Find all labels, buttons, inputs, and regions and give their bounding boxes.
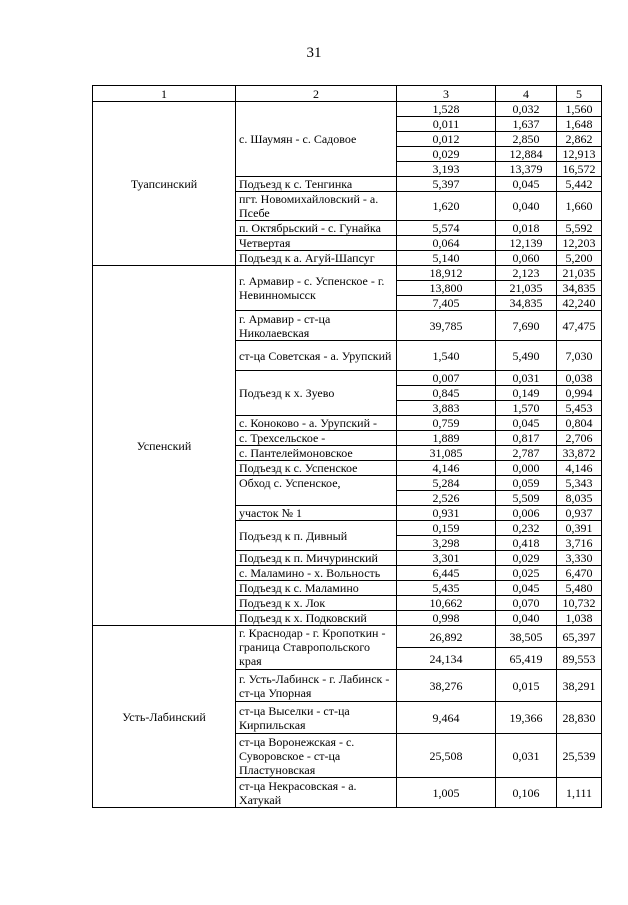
value-cell-col5: 6,470 xyxy=(557,566,602,581)
value-cell-col4: 5,509 xyxy=(496,491,557,506)
road-name-cell: Подъезд к а. Агуй-Шапсуг xyxy=(236,251,397,266)
value-cell-col4: 34,835 xyxy=(496,296,557,311)
value-cell-col3: 13,800 xyxy=(397,281,496,296)
value-cell-col4: 0,418 xyxy=(496,536,557,551)
roads-table xyxy=(92,85,602,808)
road-name-cell: ст-ца Воронежская - с. Суворовское - ст-ца Пластуновская xyxy=(236,734,397,778)
value-cell-col4: 0,045 xyxy=(496,416,557,431)
value-cell-col3: 0,931 xyxy=(397,506,496,521)
header-cell: 2 xyxy=(236,86,397,102)
value-cell-col5: 38,291 xyxy=(557,670,602,702)
value-cell-col3: 2,526 xyxy=(397,491,496,506)
road-name-cell: Подъезд к п. Мичуринский xyxy=(236,551,397,566)
value-cell-col5: 5,343 xyxy=(557,476,602,491)
value-cell-col5: 0,391 xyxy=(557,521,602,536)
value-cell-col3: 3,298 xyxy=(397,536,496,551)
value-cell-col3: 39,785 xyxy=(397,311,496,341)
header-cell: 3 xyxy=(397,86,496,102)
value-cell-col4: 0,045 xyxy=(496,581,557,596)
road-name-cell: пгт. Новомихайловский - а. Псебе xyxy=(236,192,397,221)
value-cell-col3: 0,064 xyxy=(397,236,496,251)
road-name-cell: ст-ца Выселки - ст-ца Кирпильская xyxy=(236,702,397,734)
table-row xyxy=(93,626,602,648)
value-cell-col3: 7,405 xyxy=(397,296,496,311)
value-cell-col5: 4,146 xyxy=(557,461,602,476)
value-cell-col5: 21,035 xyxy=(557,266,602,281)
value-cell-col4: 2,787 xyxy=(496,446,557,461)
value-cell-col4: 0,018 xyxy=(496,221,557,236)
road-name-cell: г. Усть-Лабинск - г. Лабинск - ст-ца Упорная xyxy=(236,670,397,702)
value-cell-col4: 21,035 xyxy=(496,281,557,296)
value-cell-col4: 7,690 xyxy=(496,311,557,341)
page-number: 31 xyxy=(306,45,322,61)
road-name-cell: Подъезд к х. Лок xyxy=(236,596,397,611)
value-cell-col5: 0,038 xyxy=(557,371,602,386)
value-cell-col5: 16,572 xyxy=(557,162,602,177)
value-cell-col3: 1,540 xyxy=(397,341,496,371)
value-cell-col5: 47,475 xyxy=(557,311,602,341)
road-name-cell: с. Шаумян - с. Садовое xyxy=(236,102,397,177)
value-cell-col3: 25,508 xyxy=(397,734,496,778)
value-cell-col5: 25,539 xyxy=(557,734,602,778)
value-cell-col3: 18,912 xyxy=(397,266,496,281)
road-name-cell: Подъезд к п. Дивный xyxy=(236,521,397,551)
value-cell-col3: 38,276 xyxy=(397,670,496,702)
value-cell-col3: 5,140 xyxy=(397,251,496,266)
road-name-cell: Подъезд к с. Тенгинка xyxy=(236,177,397,192)
value-cell-col5: 5,453 xyxy=(557,401,602,416)
value-cell-col4: 0,817 xyxy=(496,431,557,446)
value-cell-col4: 1,570 xyxy=(496,401,557,416)
road-name-cell: п. Октябрьский - с. Гунайка xyxy=(236,221,397,236)
road-name-cell: Подъезд к с. Маламино xyxy=(236,581,397,596)
value-cell-col3: 0,159 xyxy=(397,521,496,536)
value-cell-col3: 5,284 xyxy=(397,476,496,491)
value-cell-col4: 0,032 xyxy=(496,102,557,117)
table-row xyxy=(93,102,602,117)
value-cell-col4: 19,366 xyxy=(496,702,557,734)
value-cell-col5: 34,835 xyxy=(557,281,602,296)
header-cell: 1 xyxy=(93,86,236,102)
value-cell-col5: 3,330 xyxy=(557,551,602,566)
road-name-cell: Обход с. Успенское, xyxy=(236,476,397,506)
road-name-cell: ст-ца Некрасовская - а. Хатукай xyxy=(236,778,397,808)
value-cell-col5: 5,480 xyxy=(557,581,602,596)
value-cell-col3: 0,998 xyxy=(397,611,496,626)
value-cell-col3: 3,883 xyxy=(397,401,496,416)
value-cell-col4: 0,015 xyxy=(496,670,557,702)
value-cell-col4: 0,060 xyxy=(496,251,557,266)
value-cell-col5: 2,862 xyxy=(557,132,602,147)
value-cell-col3: 0,007 xyxy=(397,371,496,386)
road-name-cell: г. Краснодар - г. Кропоткин - граница Ставропольского края xyxy=(236,626,397,670)
value-cell-col3: 3,301 xyxy=(397,551,496,566)
value-cell-col5: 0,804 xyxy=(557,416,602,431)
value-cell-col4: 5,490 xyxy=(496,341,557,371)
value-cell-col4: 0,149 xyxy=(496,386,557,401)
value-cell-col3: 0,029 xyxy=(397,147,496,162)
value-cell-col5: 33,872 xyxy=(557,446,602,461)
road-name-cell: Подъезд к х. Зуево xyxy=(236,371,397,416)
value-cell-col5: 28,830 xyxy=(557,702,602,734)
value-cell-col4: 38,505 xyxy=(496,626,557,648)
value-cell-col5: 10,732 xyxy=(557,596,602,611)
value-cell-col4: 1,637 xyxy=(496,117,557,132)
value-cell-col4: 0,232 xyxy=(496,521,557,536)
value-cell-col4: 0,031 xyxy=(496,734,557,778)
value-cell-col5: 1,648 xyxy=(557,117,602,132)
road-name-cell: участок № 1 xyxy=(236,506,397,521)
road-name-cell: с. Пантелеймоновское xyxy=(236,446,397,461)
road-name-cell: с. Маламино - х. Вольность xyxy=(236,566,397,581)
road-name-cell: с. Коноково - а. Урупский - xyxy=(236,416,397,431)
road-name-cell: г. Армавир - ст-ца Николаевская xyxy=(236,311,397,341)
value-cell-col3: 0,011 xyxy=(397,117,496,132)
road-name-cell: Подъезд к с. Успенское xyxy=(236,461,397,476)
road-name-cell: с. Трехсельское - xyxy=(236,431,397,446)
value-cell-col5: 2,706 xyxy=(557,431,602,446)
value-cell-col3: 26,892 xyxy=(397,626,496,648)
header-cell: 4 xyxy=(496,86,557,102)
value-cell-col3: 0,845 xyxy=(397,386,496,401)
value-cell-col3: 1,889 xyxy=(397,431,496,446)
value-cell-col3: 0,759 xyxy=(397,416,496,431)
value-cell-col5: 1,038 xyxy=(557,611,602,626)
value-cell-col4: 13,379 xyxy=(496,162,557,177)
district-cell: Успенский xyxy=(93,266,236,626)
table-row xyxy=(93,266,602,281)
value-cell-col4: 0,106 xyxy=(496,778,557,808)
value-cell-col5: 8,035 xyxy=(557,491,602,506)
value-cell-col3: 4,146 xyxy=(397,461,496,476)
value-cell-col4: 0,029 xyxy=(496,551,557,566)
value-cell-col5: 1,111 xyxy=(557,778,602,808)
value-cell-col3: 5,435 xyxy=(397,581,496,596)
value-cell-col5: 65,397 xyxy=(557,626,602,648)
value-cell-col3: 10,662 xyxy=(397,596,496,611)
header-cell: 5 xyxy=(557,86,602,102)
value-cell-col3: 24,134 xyxy=(397,648,496,670)
value-cell-col4: 0,070 xyxy=(496,596,557,611)
road-name-cell: ст-ца Советская - а. Урупский xyxy=(236,341,397,371)
value-cell-col5: 12,203 xyxy=(557,236,602,251)
value-cell-col4: 12,884 xyxy=(496,147,557,162)
road-name-cell: Подъезд к х. Подковский xyxy=(236,611,397,626)
value-cell-col5: 12,913 xyxy=(557,147,602,162)
district-cell: Туапсинский xyxy=(93,102,236,266)
road-name-cell: Четвертая xyxy=(236,236,397,251)
value-cell-col5: 5,592 xyxy=(557,221,602,236)
header-row xyxy=(93,86,602,102)
value-cell-col4: 0,006 xyxy=(496,506,557,521)
value-cell-col3: 5,397 xyxy=(397,177,496,192)
value-cell-col5: 3,716 xyxy=(557,536,602,551)
value-cell-col5: 5,200 xyxy=(557,251,602,266)
value-cell-col4: 0,025 xyxy=(496,566,557,581)
value-cell-col3: 0,012 xyxy=(397,132,496,147)
value-cell-col5: 0,937 xyxy=(557,506,602,521)
value-cell-col5: 0,994 xyxy=(557,386,602,401)
value-cell-col3: 1,620 xyxy=(397,192,496,221)
value-cell-col4: 0,031 xyxy=(496,371,557,386)
value-cell-col3: 5,574 xyxy=(397,221,496,236)
value-cell-col4: 2,850 xyxy=(496,132,557,147)
value-cell-col3: 1,005 xyxy=(397,778,496,808)
value-cell-col4: 2,123 xyxy=(496,266,557,281)
value-cell-col5: 1,660 xyxy=(557,192,602,221)
value-cell-col4: 0,040 xyxy=(496,611,557,626)
value-cell-col4: 65,419 xyxy=(496,648,557,670)
value-cell-col4: 0,040 xyxy=(496,192,557,221)
value-cell-col3: 9,464 xyxy=(397,702,496,734)
value-cell-col5: 42,240 xyxy=(557,296,602,311)
value-cell-col5: 1,560 xyxy=(557,102,602,117)
value-cell-col3: 6,445 xyxy=(397,566,496,581)
value-cell-col4: 0,000 xyxy=(496,461,557,476)
table-body xyxy=(93,86,602,808)
value-cell-col4: 12,139 xyxy=(496,236,557,251)
value-cell-col5: 5,442 xyxy=(557,177,602,192)
road-name-cell: г. Армавир - с. Успенское - г. Невинномысск xyxy=(236,266,397,311)
value-cell-col3: 3,193 xyxy=(397,162,496,177)
value-cell-col4: 0,045 xyxy=(496,177,557,192)
district-cell: Усть-Лабинский xyxy=(93,626,236,808)
value-cell-col3: 31,085 xyxy=(397,446,496,461)
value-cell-col4: 0,059 xyxy=(496,476,557,491)
value-cell-col5: 89,553 xyxy=(557,648,602,670)
value-cell-col5: 7,030 xyxy=(557,341,602,371)
value-cell-col3: 1,528 xyxy=(397,102,496,117)
